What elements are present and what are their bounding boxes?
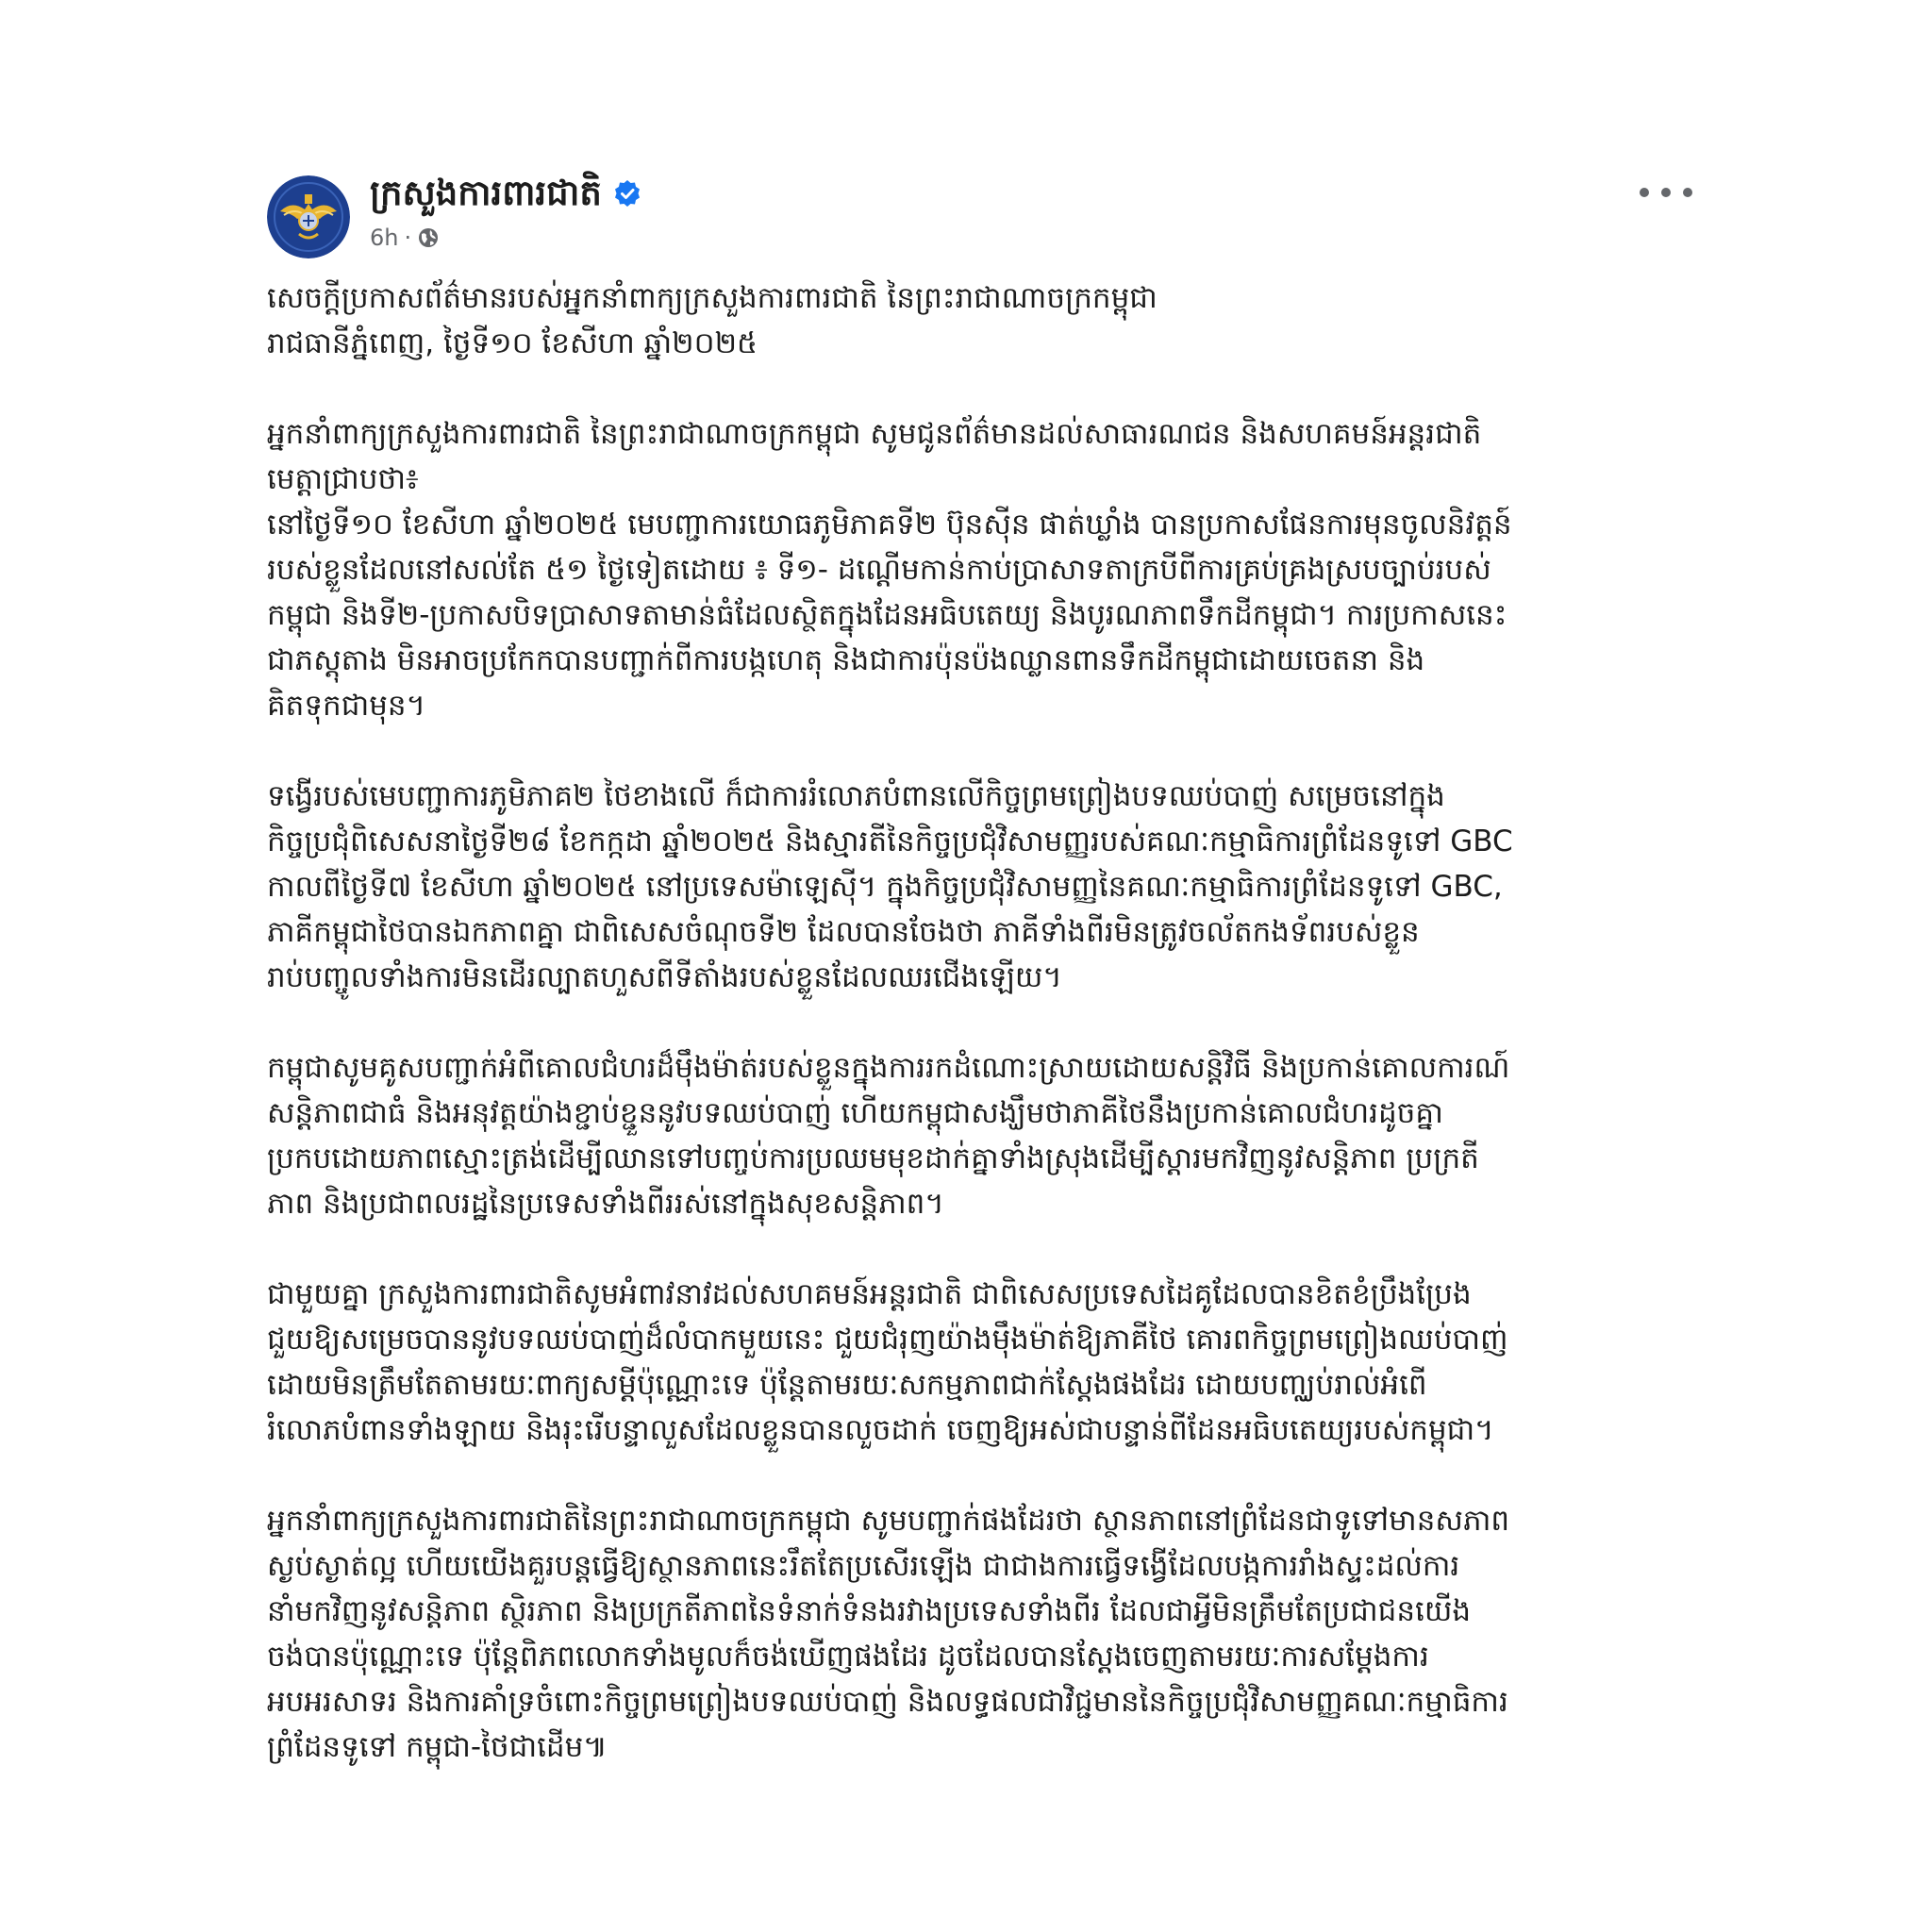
text-line: រាជធានីភ្នំពេញ, ថ្ងៃទី១០ ខែសីហា ឆ្នាំ២០២៥ bbox=[267, 326, 758, 360]
post-body bbox=[267, 275, 1701, 1815]
text-line: ទង្វើរបស់មេបញ្ជាការភូមិភាគ២ ថៃខាងលើ ក៏ជាការរំលោភបំពានលើកិច្ចព្រមព្រៀងបទឈប់បាញ់ សម្រេចនៅក្នុង bbox=[267, 779, 1445, 813]
more-options-icon bbox=[1640, 188, 1649, 197]
text-line: ជួយឱ្យសម្រេចបាននូវបទឈប់បាញ់ដ៏លំបាកមួយនេះ ជួយជំរុញយ៉ាងមុឹងម៉ាត់ឱ្យភាគីថៃ គោរពកិច្ចព្រមព្រៀងឈប់បាញ់ bbox=[267, 1323, 1508, 1357]
text-line: កម្ពុជា និងទី២-ប្រកាសបិទប្រាសាទតាមាន់ធំដែលស្ថិតក្នុងដែនអធិបតេយ្យ និងបូរណភាពទឹកដីកម្ពុជា។ ការប្រកាសនេះ bbox=[267, 598, 1507, 632]
post-paragraph bbox=[267, 1045, 1701, 1226]
more-options-icon bbox=[1683, 188, 1692, 197]
text-line: អបអរសាទរ និងការគាំទ្រចំពោះកិច្ចព្រមព្រៀងបទឈប់បាញ់ និងលទ្ធផលជាវិជ្ជមាននៃកិច្ចប្រជុំវិសាមញ្ញគណៈកម្មាធិការ bbox=[267, 1685, 1508, 1719]
text-line: ព្រំដែនទូទៅ កម្ពុជា-ថៃជាដើម៕ bbox=[267, 1730, 608, 1764]
avatar[interactable] bbox=[267, 175, 350, 258]
globe-icon[interactable] bbox=[417, 226, 440, 249]
post-meta bbox=[370, 222, 440, 254]
post-paragraph bbox=[267, 774, 1701, 1000]
text-line: សន្តិភាពជាធំ និងអនុវត្តយ៉ាងខ្ជាប់ខ្ជួននូវបទឈប់បាញ់ ហើយកម្ពុជាសង្ឃឹមថាភាគីថៃនឹងប្រកាន់គោលជំហរដូចគ្នា bbox=[267, 1096, 1443, 1130]
post-paragraph-title bbox=[267, 275, 1701, 366]
text-line: ចង់បានប៉ុណ្ណោះទេ ប៉ុន្តែពិភពលោកទាំងមូលក៏ចង់ឃើញផងដែរ ដូចដែលបានស្ដែងចេញតាមរយៈការសម្ដែងការ bbox=[267, 1640, 1429, 1674]
text-line: ភាព និងប្រជាពលរដ្ឋនៃប្រទេសទាំងពីររស់នៅក្នុងសុខសន្តិភាព។ bbox=[267, 1187, 944, 1221]
ministry-emblem-icon bbox=[267, 175, 350, 258]
text-line: អ្នកនាំពាក្យក្រសួងការពារជាតិនៃព្រះរាជាណាចក្រកម្ពុជា សូមបញ្ជាក់ផងដែរថា ស្ថានភាពនៅព្រំដែនជាទូទៅមានសភាព bbox=[267, 1504, 1510, 1538]
post-paragraph bbox=[267, 1498, 1701, 1770]
more-options-button[interactable] bbox=[1640, 175, 1692, 209]
post-paragraph bbox=[267, 411, 1701, 728]
text-line: នាំមកវិញនូវសន្តិភាព ស្ថិរភាព និងប្រក្រតីភាពនៃទំនាក់ទំនងរវាងប្រទេសទាំងពីរ ដែលជាអ្វីមិនត្រឹមតែប្រជាជនយើង bbox=[267, 1594, 1472, 1628]
text-line: មេត្តាជ្រាបថា៖ bbox=[267, 462, 419, 496]
text-line: នៅថ្ងៃទី១០ ខែសីហា ឆ្នាំ២០២៥ មេបញ្ជាការយោធភូមិភាគទី២ ប៊ុនស៊ីន ផាត់ឃ្លាំង បានប្រកាសផែនការមុនចូលនិវត្តន៍ bbox=[267, 508, 1512, 541]
text-line: រាប់បញ្ចូលទាំងការមិនដើរល្បាតហួសពីទីតាំងរបស់ខ្លួនដែលឈរជើងឡើយ។ bbox=[267, 960, 1062, 994]
text-line: ជាភស្តុតាង មិនអាចប្រកែកបានបញ្ជាក់ពីការបង្កហេតុ និងជាការប៉ុនប៉ងឈ្លានពានទឹកដីកម្ពុជាដោយចេតនា និង bbox=[267, 643, 1425, 677]
text-line: របស់ខ្លួនដែលនៅសល់តែ ៥១ ថ្ងៃទៀតដោយ ៖ ទី១- ដណ្ដើមកាន់កាប់ប្រាសាទតាក្របីពីការគ្រប់គ្រងស្របច្បាប់របស់ bbox=[267, 553, 1491, 587]
text-line: ប្រកបដោយភាពស្មោះត្រង់ដើម្បីឈានទៅបញ្ចប់ការប្រឈមមុខដាក់គ្នាទាំងស្រុងដើម្បីស្ដារមកវិញនូវសន្តិភាព ប្រក្រតី bbox=[267, 1141, 1479, 1175]
page-name[interactable]: ក្រសួងការពារជាតិ bbox=[370, 173, 602, 213]
text-line: សេចក្ដីប្រកាសព័ត៌មានរបស់អ្នកនាំពាក្យក្រសួងការពារជាតិ នៃព្រះរាជាណាចក្រកម្ពុជា bbox=[267, 281, 1158, 315]
text-line: ជាមួយគ្នា ក្រសួងការពារជាតិសូមអំពាវនាវដល់សហគមន៍អន្តរជាតិ ជាពិសេសប្រទេសដៃគូដែលបានខិតខំប្រឹងប្រែង bbox=[267, 1277, 1472, 1311]
meta-separator: · bbox=[404, 225, 412, 251]
text-line: កាលពីថ្ងៃទី៧ ខែសីហា ឆ្នាំ២០២៥ នៅប្រទេសម៉ាឡេស៊ី។ ក្នុងកិច្ចប្រជុំវិសាមញ្ញនៃគណៈកម្មាធិការព្រំដែនទូទៅ GBC, bbox=[267, 870, 1503, 904]
text-line: កម្ពុជាសូមគូសបញ្ជាក់អំពីគោលជំហរដ៏មុឹងម៉ាត់របស់ខ្លួនក្នុងការរកដំណោះស្រាយដោយសន្តិវិធី និងប្រកាន់គោលការណ៍ bbox=[267, 1051, 1510, 1085]
page-name-row bbox=[370, 170, 641, 217]
text-line: ស្ងប់ស្ងាត់ល្អ ហើយយើងគួរបន្តធ្វើឱ្យស្ថានភាពនេះរឹតតែប្រសើរឡើង ជាជាងការធ្វើទង្វើដែលបង្កការរាំងស្ទះដល់ការ bbox=[267, 1549, 1460, 1583]
post-time[interactable]: 6h bbox=[370, 225, 399, 251]
text-line: អ្នកនាំពាក្យក្រសួងការពារជាតិ នៃព្រះរាជាណាចក្រកម្ពុជា សូមជូនព័ត៌មានដល់សាធារណជន និងសហគមន៍អន្តរជាតិ bbox=[267, 417, 1482, 451]
text-line: គិតទុកជាមុន។ bbox=[267, 689, 426, 723]
text-line: កិច្ចប្រជុំពិសេសនាថ្ងៃទី២៨ ខែកក្កដា ឆ្នាំ២០២៥ និងស្មារតីនៃកិច្ចប្រជុំវិសាមញ្ញរបស់គណៈកម្មាធិការព្រំដែនទូទៅ GBC bbox=[267, 824, 1513, 858]
verified-badge-icon bbox=[613, 179, 641, 208]
post-paragraph bbox=[267, 1272, 1701, 1453]
more-options-icon bbox=[1661, 188, 1671, 197]
text-line: រំលោភបំពានទាំងឡាយ និងរុះរើបន្ទាលួសដែលខ្លួនបានលួចដាក់ ចេញឱ្យអស់ជាបន្ទាន់ពីដែនអធិបតេយ្យរបស់កម្ពុជា។ bbox=[267, 1413, 1494, 1447]
text-line: ដោយមិនត្រឹមតែតាមរយៈពាក្យសម្ដីប៉ុណ្ណោះទេ ប៉ុន្តែតាមរយៈសកម្មភាពជាក់ស្ដែងផងដែរ ដោយបញ្ឈប់រាល់អំពើ bbox=[267, 1368, 1427, 1402]
text-line: ភាគីកម្ពុជាថៃបានឯកភាពគ្នា ជាពិសេសចំណុចទី២ ដែលបានចែងថា ភាគីទាំងពីរមិនត្រូវចល័តកងទ័ពរបស់ខ្លួន bbox=[267, 915, 1420, 949]
